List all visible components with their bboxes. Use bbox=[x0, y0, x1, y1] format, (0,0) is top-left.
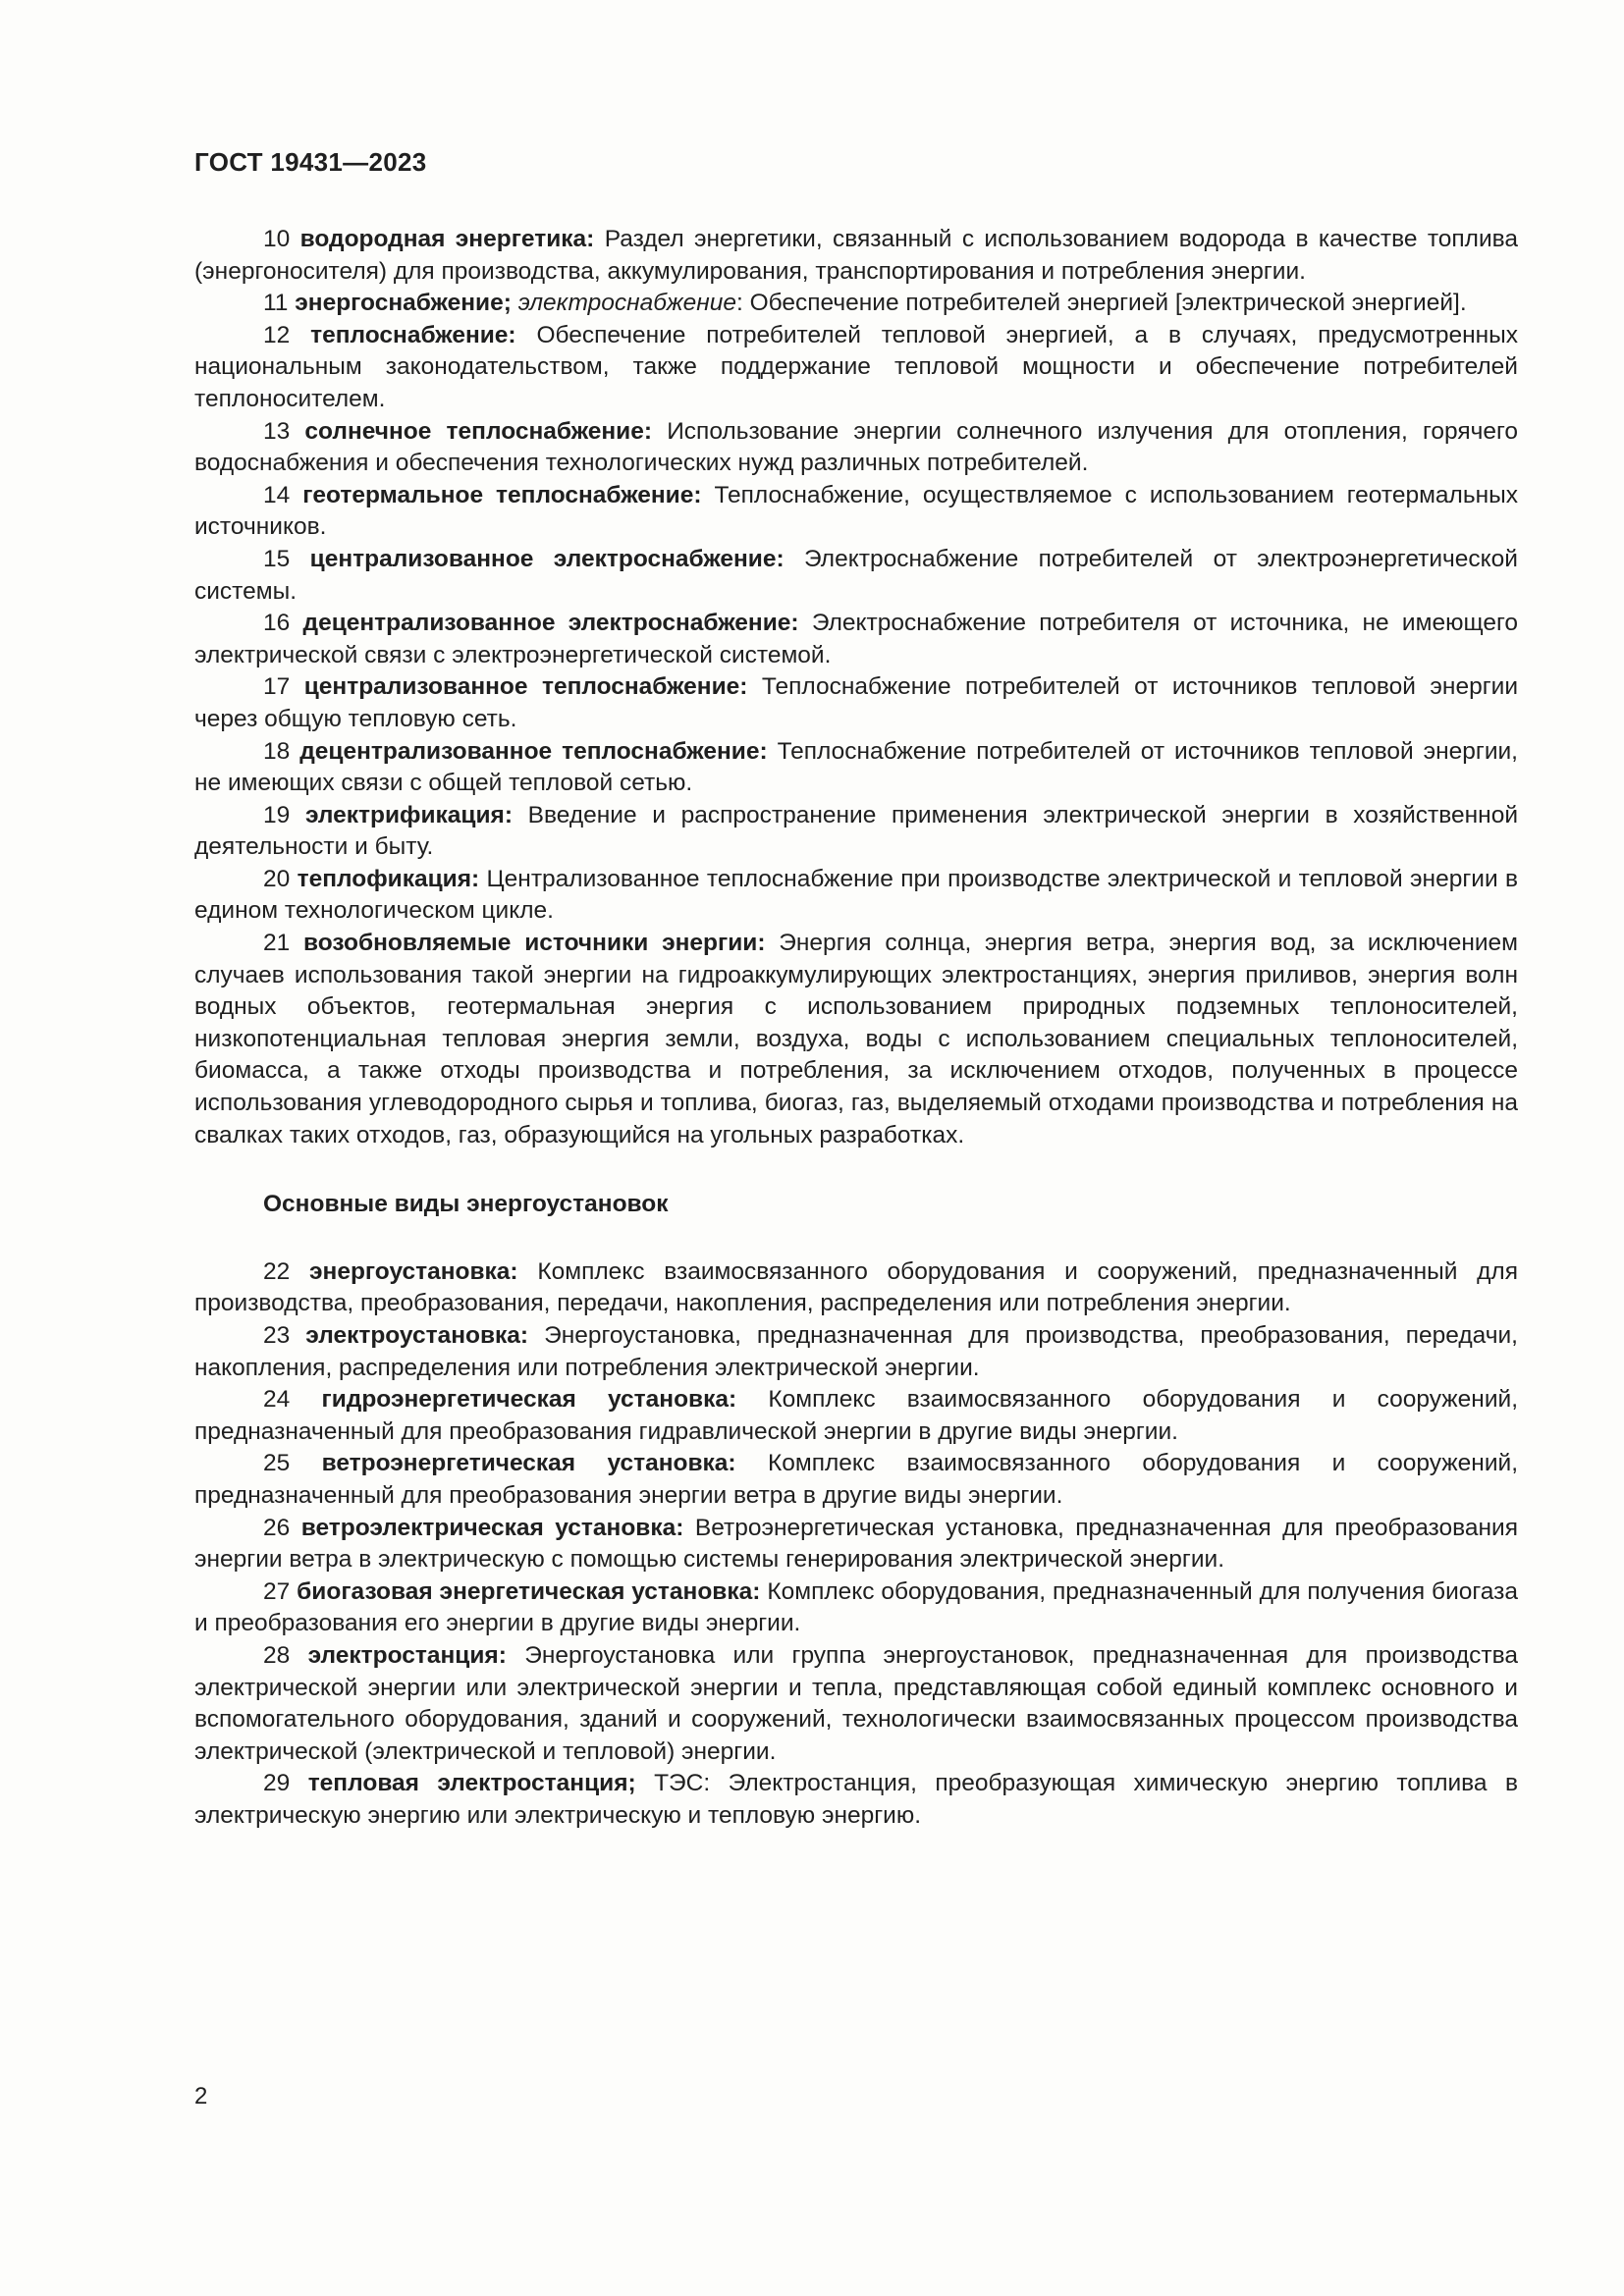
term-entry: 12 теплоснабжение: Обеспечение потребителей тепловой энергией, а в случаях, предусмотренных национальным законодательством, также поддержание тепловой мощности и обеспечение потребителей теплоносителем. bbox=[194, 321, 1518, 412]
term-entry: 16 децентрализованное электроснабжение: Электроснабжение потребителя от источника, не имеющего электрической связи с электроэнергетической системой. bbox=[194, 610, 1518, 668]
term-entry: 18 децентрализованное теплоснабжение: Теплоснабжение потребителей от источников тепловой энергии, не имеющих связи с общей тепловой сетью. bbox=[194, 737, 1518, 797]
term-entry: 11 энергоснабжение; электроснабжение: Обеспечение потребителей энергией [электрической энергией]. bbox=[263, 290, 1467, 317]
term-entry: 28 электростанция: Энергоустановка или группа энергоустановок, предназначенная для производства электрической энергии или электрической энергии и тепла, представляющая собой единый комплекс основного и вспомогательного оборудования, зданий и сооружений, технологически взаимосвязанных процессом производства электрической (электрической и тепловой) энергии. bbox=[194, 1641, 1518, 1765]
term-entry: 21 возобновляемые источники энергии: Энергия солнца, энергия ветра, энергия вод, за исключением случаев использования такой энергии на гидроаккумулирующих электростанциях, энергия приливов, энергия волн водных объектов, геотермальная энергия с использованием природных подземных теплоносителей, низкопотенциальная тепловая энергия земли, воздуха, воды с использованием специальных теплоносителей, биомасса, а также отходы производства и потребления, за исключением отходов, полученных в процессе использования углеводородного сырья и топлива, биогаз, газ, выделяемый отходами производства и потребления на свалках таких отходов, газ, образующийся на угольных разработках. bbox=[194, 930, 1519, 1148]
terms-list-part1 bbox=[194, 224, 1518, 1151]
document-header: ГОСТ 19431—2023 bbox=[194, 147, 427, 177]
page-number: 2 bbox=[194, 2083, 208, 2109]
term-entry: 27 биогазовая энергетическая установка: Комплекс оборудования, предназначенный для получения биогаза и преобразования его энергии в другие виды энергии. bbox=[194, 1577, 1518, 1637]
term-entry: 14 геотермальное теплоснабжение: Теплоснабжение, осуществляемое с использованием геотермальных источников. bbox=[194, 481, 1518, 541]
term-entry: 24 гидроэнергетическая установка: Комплекс взаимосвязанного оборудования и сооружений, предназначенный для преобразования гидравлической энергии в другие виды энергии. bbox=[194, 1386, 1518, 1445]
section-heading: Основные виды энергоустановок bbox=[263, 1191, 669, 1218]
term-entry: 10 водородная энергетика: Раздел энергетики, связанный с использованием водорода в качестве топлива (энергоносителя) для производства, аккумулирования, транспортирования и потребления энергии. bbox=[194, 226, 1519, 285]
term-entry: 19 электрификация: Введение и распространение применения электрической энергии в хозяйственной деятельности и быту. bbox=[194, 801, 1519, 861]
term-entry: 22 энергоустановка: Комплекс взаимосвязанного оборудования и сооружений, предназначенный для производства, преобразования, передачи, накопления, распределения или потребления энергии. bbox=[194, 1257, 1518, 1317]
term-entry: 23 электроустановка: Энергоустановка, предназначенная для производства, преобразования, передачи, накопления, распределения или потребления электрической энергии. bbox=[194, 1322, 1518, 1381]
term-entry: 20 теплофикация: Централизованное теплоснабжение при производстве электрической и тепловой энергии в едином технологическом цикле. bbox=[194, 865, 1518, 925]
document-body bbox=[194, 224, 1518, 1833]
terms-list-part2 bbox=[194, 1256, 1518, 1833]
term-entry: 25 ветроэнергетическая установка: Комплекс взаимосвязанного оборудования и сооружений, предназначенный для преобразования энергии ветра в другие виды энергии. bbox=[194, 1450, 1519, 1509]
term-entry: 17 централизованное теплоснабжение: Теплоснабжение потребителей от источников тепловой энергии через общую тепловую сеть. bbox=[194, 673, 1519, 732]
term-entry: 15 централизованное электроснабжение: Электроснабжение потребителей от электроэнергетической системы. bbox=[194, 545, 1518, 605]
term-entry: 13 солнечное теплоснабжение: Использование энергии солнечного излучения для отопления, горячего водоснабжения и обеспечения технологических нужд различных потребителей. bbox=[194, 417, 1519, 477]
term-entry: 29 тепловая электростанция; ТЭС: Электростанция, преобразующая химическую энергию топлива в электрическую энергию или электрическую и тепловую энергию. bbox=[194, 1770, 1518, 1829]
term-entry: 26 ветроэлектрическая установка: Ветроэнергетическая установка, предназначенная для преобразования энергии ветра в электрическую с помощью системы генерирования электрической энергии. bbox=[194, 1514, 1518, 1574]
